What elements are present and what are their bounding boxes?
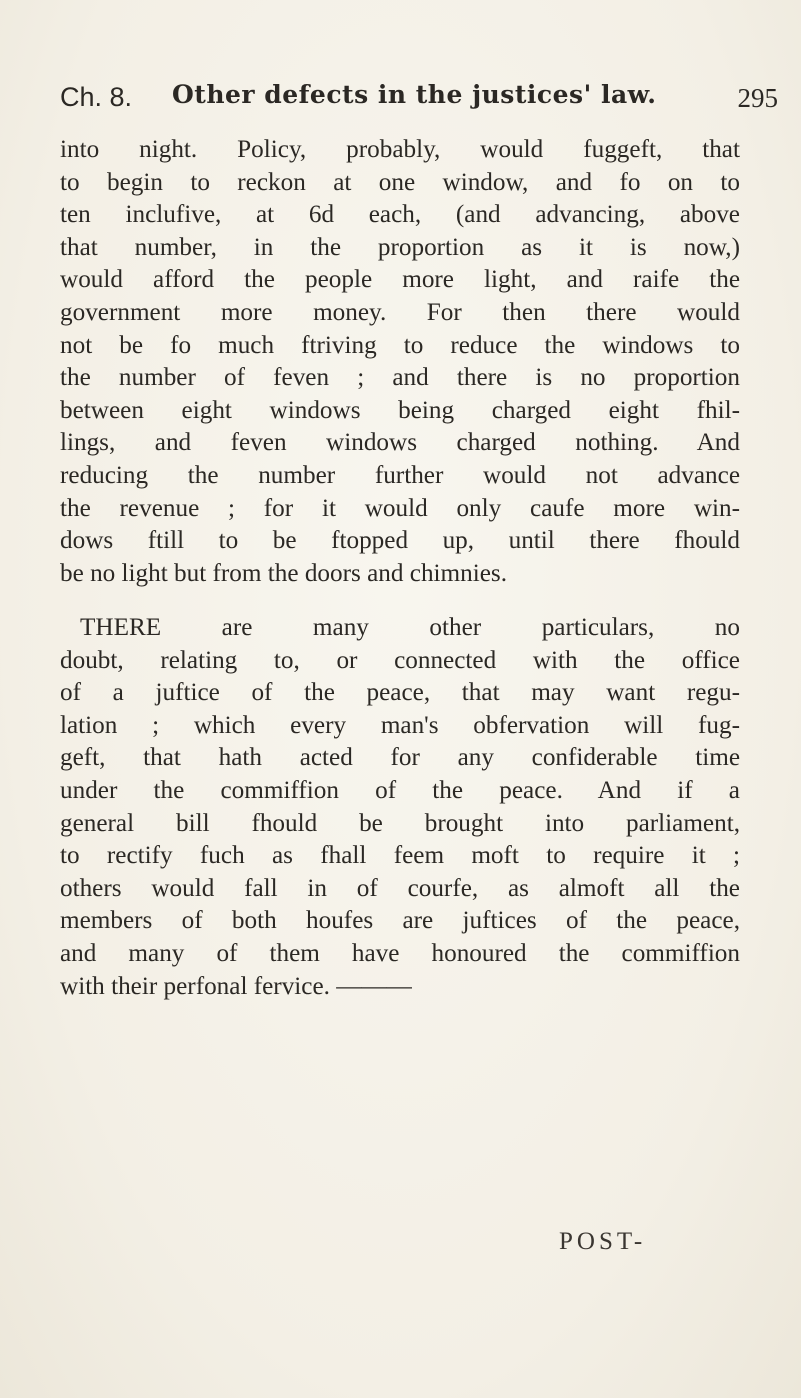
page-header — [60, 80, 778, 122]
text-line: to rectify fuch as fhall feem moft to require it ; — [60, 842, 740, 870]
text-line: the revenue ; for it would only caufe more win- — [60, 494, 740, 522]
running-title: Other defects in the justices' law. — [172, 80, 657, 109]
text-line: ten inclufive, at 6d each, (and advancing, above — [60, 201, 740, 229]
text-line: under the commiffion of the peace. And if a — [60, 776, 740, 804]
text-line: dows ftill to be ftopped up, until there fhould — [60, 527, 740, 555]
text-line: with their perfonal fervice. ——— — [60, 972, 412, 1000]
text-line: doubt, relating to, or connected with the office — [60, 646, 740, 674]
text-line: lings, and feven windows charged nothing. And — [60, 429, 740, 457]
text-line: THERE are many other particulars, no — [80, 614, 740, 641]
text-line: members of both houfes are juftices of the peace, — [60, 907, 740, 935]
text-line: that number, in the proportion as it is now,) — [60, 233, 740, 261]
chapter-label: Ch. 8. — [60, 82, 133, 112]
page-number: 295 — [737, 83, 778, 113]
text-line: reducing the number further would not advance — [60, 461, 740, 489]
catchword: POST- — [559, 1228, 647, 1255]
text-line: between eight windows being charged eight fhil- — [60, 396, 740, 424]
paragraph-window-tax — [60, 134, 740, 590]
text-line: be no light but from the doors and chimnies. — [60, 559, 508, 587]
text-line: the number of feven ; and there is no proportion — [60, 364, 740, 392]
text-line: general bill fhould be brought into parliament, — [60, 809, 740, 837]
paragraph-other-particulars — [60, 612, 740, 1003]
text-line: of a juftice of the peace, that may want regu- — [60, 679, 740, 707]
text-line: would afford the people more light, and raife the — [60, 266, 740, 294]
text-line: government more money. For then there would — [60, 298, 740, 326]
text-line: others would fall in of courfe, as almoft all the — [60, 874, 740, 902]
text-line: not be fo much ftriving to reduce the windows to — [60, 331, 740, 359]
text-line: to begin to reckon at one window, and fo on to — [60, 168, 740, 196]
text-line: and many of them have honoured the commiffion — [60, 939, 740, 967]
text-line: lation ; which every man's obfervation will fug- — [60, 711, 740, 739]
text-line: into night. Policy, probably, would fuggeft, that — [60, 136, 740, 163]
text-line: geft, that hath acted for any confiderable time — [60, 744, 740, 772]
